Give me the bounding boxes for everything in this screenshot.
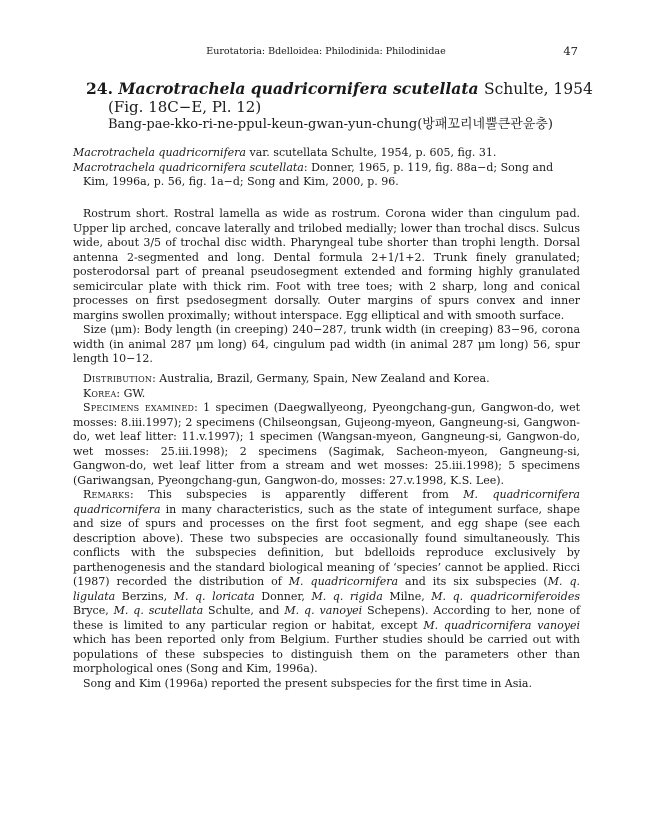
remarks-taxon: M. q. scutellata — [113, 604, 204, 617]
remarks-taxon: M. q. quadricorniferoides — [431, 589, 580, 603]
species-title — [86, 79, 593, 98]
species-heading — [86, 79, 593, 134]
korean-name-line — [86, 116, 586, 134]
remarks-paragraph — [73, 488, 580, 677]
distribution-label: Distribution — [83, 372, 153, 385]
remarks-text: Berzins, — [115, 589, 174, 603]
remarks-label: Remarks — [83, 488, 130, 501]
remarks-text: : This subspecies is apparently different from — [129, 488, 464, 501]
running-title: Eurotatoria: Bdelloidea: Philodinida: Philodinidae — [206, 46, 446, 57]
remarks-taxon: M. quadricornifera vanoyei — [423, 618, 580, 632]
remarks-text: in many characteristics, such as the state of integument surface, shape and size of spurs and processes on the first foot segment, and egg shape (see each description above). These two subspecies are occasionally found simultaneously. This conflicts with the subspecies definition, but bdelloids reproduce exclusively by parthenogenesis and the standard biological meaning of ‘species’ cannot be applied. Ricci (1987) recorded the distribution of — [73, 502, 580, 588]
synonym-name: Macrotrachela quadricornifera scutellata — [73, 160, 304, 174]
page-number: 47 — [563, 44, 578, 58]
korea-text: : GW. — [116, 386, 146, 400]
remarks-text: Milne, — [382, 589, 432, 603]
synonymy-entry — [73, 161, 580, 190]
distribution-paragraph — [73, 372, 580, 387]
remarks-taxon: M. q. vanoyei — [284, 604, 363, 617]
synonymy-list — [73, 146, 580, 190]
remarks-text: Schulte, and — [203, 604, 285, 617]
specimens-paragraph — [73, 401, 580, 488]
synonym-citation: var. scutellata Schulte, 1954, p. 605, fig. 31. — [245, 146, 497, 159]
species-author: Schulte, 1954 — [483, 80, 593, 98]
species-name: Macrotrachela quadricornifera scutellata — [118, 79, 479, 98]
remarks-text: Schepens). According to her, none of these is limited to any particular region or habitat, except — [73, 604, 581, 632]
description-section — [73, 207, 580, 367]
running-header — [0, 44, 652, 60]
description-paragraph: Rostrum short. Rostral lamella as wide as rostrum. Corona wider than cingulum pad. Upper lip arched, concave laterally and trilobed medially; lower than trochal discs. Sulcus wide, about 3/5 of trochal disc width. Pharyngeal tube shorter than trophi length. Dorsal antenna 2-segmented and long. Dental formula 2+1/1+2. Trunk finely granulated; posterodorsal part of preanal pseudosegment extended and forming highly granulated semicircular plate with thick rim. Foot with tree toes; with 2 sharp, long and conical processes on first psedosegment dorsally. Outer margins of spurs convex and inner margins swollen proximally; without interspace. Egg elliptical and with smooth surface. — [73, 207, 580, 322]
remarks-taxon: M. q. ligulata — [73, 575, 580, 603]
remarks-text: which has been reported only from Belgium. Further studies should be carried out with populations of these subspecies to distinguish them on the parameters other than morphological ones (Song and Kim, 1996a). — [73, 633, 580, 675]
remarks-text: and its six subspecies ( — [398, 575, 548, 588]
distribution-text: : Australia, Brazil, Germany, Spain, New Zealand and Korea. — [152, 372, 490, 385]
specimens-text: : 1 specimen (Daegwallyeong, Pyeongchang-gun, Gangwon-do, wet mosses: 8.iii.1997); 2 specimens (Chilseongsan, Gujeong-myeon, Gangneung-si, Gangwon-do, wet leaf litter: 11.v.1997); 1 specimen (Wangsan-myeon, Gangneung-si, Gangwon-do, wet mosses: 25.iii.1998); 2 specimens (Sagimak, Sacheon-myeon, Gangneung-si, Gangwon-do, wet leaf litter from a stream and wet mosses: 25.iii.1998); 5 specimens (Gariwangsan, Pyeongchang-gun, Gangwon-do, mosses: 27.v.1998, K.S. Lee). — [73, 401, 581, 487]
synonym-citation: : Donner, 1965, p. 119, fig. 88a−d; Song and Kim, 1996a, p. 56, fig. 1a−d; Song and Kim, 2000, p. 96. — [83, 160, 554, 188]
remarks-taxon: M. q. rigida — [311, 589, 383, 603]
synonym-name: Macrotrachela quadricornifera — [73, 146, 246, 159]
specimens-label: Specimens examined — [83, 401, 195, 414]
korean-romanized-name: Bang-pae-kko-ri-ne-ppul-keun-gwan-yun-chung — [108, 117, 418, 132]
remarks-taxon: M. quadricornifera — [288, 575, 399, 588]
remarks-taxon: M. quadricornifera quadricornifera — [73, 488, 580, 516]
korea-paragraph — [73, 387, 580, 402]
species-number: 24. — [86, 79, 113, 98]
remarks-taxon: M. q. loricata — [173, 589, 255, 603]
remarks-text: Bryce, — [73, 604, 114, 617]
remarks-text: Donner, — [254, 589, 312, 603]
korea-label: Korea — [83, 386, 117, 400]
synonymy-entry — [73, 146, 580, 161]
info-section — [73, 372, 580, 691]
figure-reference: (Fig. 18C−E, Pl. 12) — [108, 98, 262, 116]
korean-hangul-name: (방패꼬리네뿔큰관윤충) — [417, 117, 553, 132]
size-paragraph: Size (μm): Body length (in creeping) 240−287, trunk width (in creeping) 83−96, corona width (in animal 287 μm long) 64, cingulum pad width (in animal 287 μm long) 56, spur length 10−12. — [73, 323, 580, 365]
closing-paragraph: Song and Kim (1996a) reported the present subspecies for the first time in Asia. — [83, 676, 532, 690]
